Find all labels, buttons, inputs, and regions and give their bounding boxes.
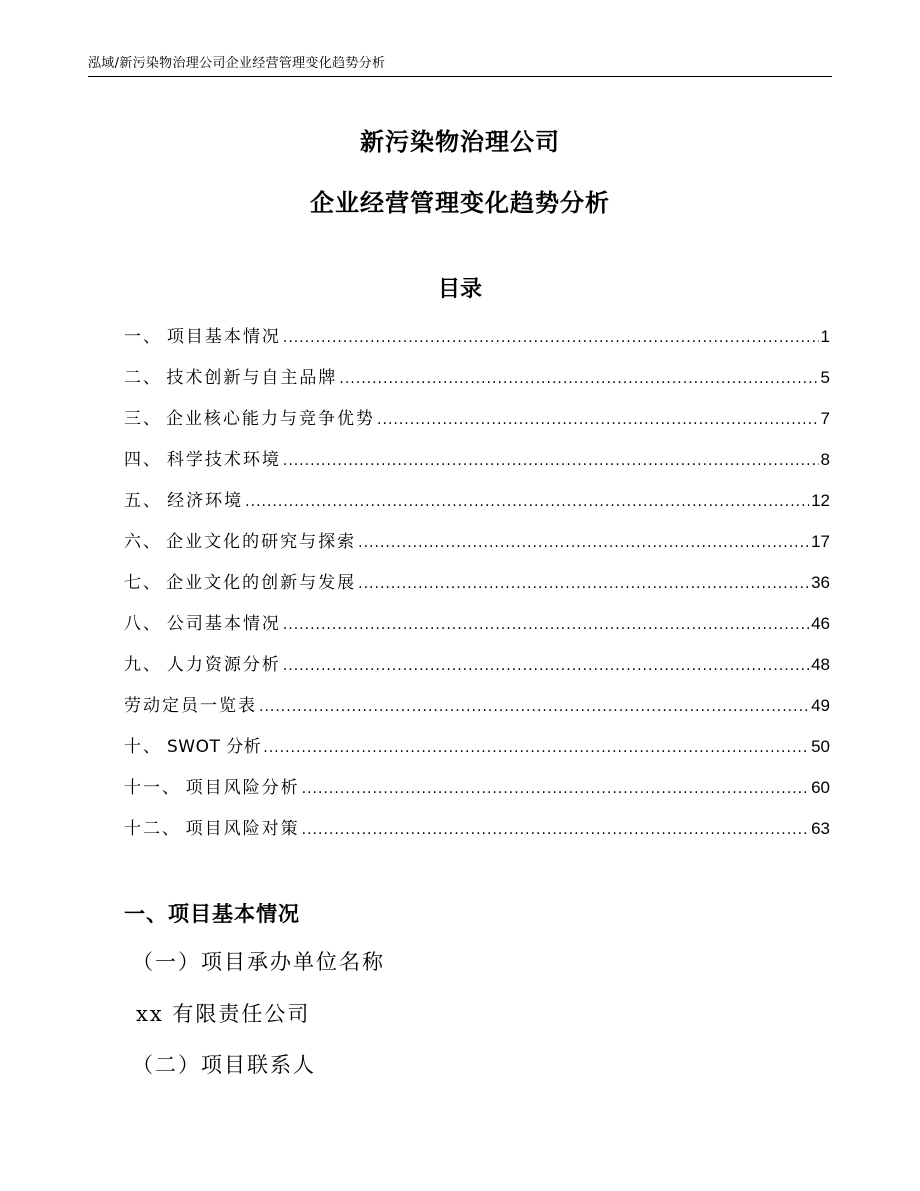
toc-entry[interactable] bbox=[124, 653, 830, 694]
toc-entry-number: 六、 bbox=[124, 532, 162, 552]
toc-leader-dots bbox=[283, 654, 809, 678]
toc-leader-dots bbox=[339, 367, 818, 391]
document-title-line-2: 企业经营管理变化趋势分析 bbox=[310, 189, 610, 217]
toc-leader-dots bbox=[358, 572, 809, 596]
toc-entry-page: 5 bbox=[820, 368, 830, 387]
section-heading: 一、项目基本情况 bbox=[124, 902, 300, 926]
toc-entry-page: 46 bbox=[811, 614, 830, 633]
toc-entry-number: 三、 bbox=[124, 409, 162, 429]
toc-entry-page: 60 bbox=[811, 778, 830, 797]
subsection-heading: （一）项目承办单位名称 bbox=[132, 950, 385, 974]
toc-leader-dots bbox=[263, 736, 809, 760]
toc-entry-page: 1 bbox=[820, 327, 830, 346]
toc-entry[interactable] bbox=[124, 366, 830, 407]
toc-entry[interactable] bbox=[124, 776, 830, 817]
toc-entry-title: 人力资源分析 bbox=[166, 655, 281, 675]
toc-entry-number: 七、 bbox=[124, 573, 162, 593]
toc-entry-title: 企业文化的创新与发展 bbox=[166, 573, 357, 593]
toc-entry-number: 九、 bbox=[124, 655, 162, 675]
toc-entry-page: 8 bbox=[820, 450, 830, 469]
toc-entry-title: 劳动定员一览表 bbox=[124, 696, 257, 716]
toc-entry[interactable] bbox=[124, 448, 830, 489]
toc-entry-title: 公司基本情况 bbox=[166, 614, 281, 634]
toc-entry[interactable] bbox=[124, 325, 830, 366]
body-text: xx 有限责任公司 bbox=[136, 1002, 311, 1026]
toc-entry[interactable] bbox=[124, 694, 830, 735]
running-header: 泓域/新污染物治理公司企业经营管理变化趋势分析 bbox=[88, 55, 832, 77]
toc-entry-number: 四、 bbox=[124, 450, 162, 470]
subsection-heading: （二）项目联系人 bbox=[132, 1053, 316, 1077]
toc-entry[interactable] bbox=[124, 571, 830, 612]
toc-leader-dots bbox=[283, 326, 819, 350]
toc-leader-dots bbox=[245, 490, 809, 514]
toc-entry[interactable] bbox=[124, 817, 830, 858]
toc-entry-title: 项目风险分析 bbox=[185, 778, 300, 798]
toc-entry-title: 技术创新与自主品牌 bbox=[166, 368, 338, 388]
toc-entry-number: 十一、 bbox=[124, 778, 181, 798]
toc-entry-page: 63 bbox=[811, 819, 830, 838]
toc-entry-title: SWOT 分析 bbox=[167, 737, 262, 757]
toc-entry[interactable] bbox=[124, 612, 830, 653]
toc-entry-number: 二、 bbox=[124, 368, 162, 388]
toc-leader-dots bbox=[283, 613, 809, 637]
toc-entry-title: 科学技术环境 bbox=[166, 450, 281, 470]
toc-entry-page: 7 bbox=[820, 409, 830, 428]
toc-entry-title: 经济环境 bbox=[167, 491, 244, 511]
toc-entry-page: 50 bbox=[811, 737, 830, 756]
toc-entry[interactable] bbox=[124, 530, 830, 571]
toc-leader-dots bbox=[259, 695, 809, 719]
toc-leader-dots bbox=[377, 408, 818, 432]
toc-entry-number: 八、 bbox=[124, 614, 162, 634]
toc-leader-dots bbox=[302, 818, 809, 842]
toc-entry-number: 五、 bbox=[124, 491, 162, 511]
toc-entry[interactable] bbox=[124, 735, 830, 776]
toc-entry-page: 48 bbox=[811, 655, 830, 674]
toc-heading: 目录 bbox=[437, 277, 482, 302]
toc-leader-dots bbox=[302, 777, 809, 801]
toc-entry-title: 企业核心能力与竞争优势 bbox=[166, 409, 376, 429]
toc-entry-title: 企业文化的研究与探索 bbox=[166, 532, 357, 552]
toc-entry[interactable] bbox=[124, 407, 830, 448]
toc-entry-page: 17 bbox=[811, 532, 830, 551]
toc-leader-dots bbox=[283, 449, 819, 473]
toc-entry-number: 一、 bbox=[124, 327, 162, 347]
toc-entry-title: 项目风险对策 bbox=[185, 819, 300, 839]
toc-entry-number: 十、 bbox=[124, 737, 162, 757]
toc-entry-page: 49 bbox=[811, 696, 830, 715]
table-of-contents bbox=[124, 325, 830, 858]
toc-entry-page: 12 bbox=[811, 491, 830, 510]
document-title-line-1: 新污染物治理公司 bbox=[360, 128, 560, 156]
toc-leader-dots bbox=[358, 531, 809, 555]
toc-entry-number: 十二、 bbox=[124, 819, 181, 839]
toc-entry-title: 项目基本情况 bbox=[166, 327, 281, 347]
toc-entry[interactable] bbox=[124, 489, 830, 530]
toc-entry-page: 36 bbox=[811, 573, 830, 592]
